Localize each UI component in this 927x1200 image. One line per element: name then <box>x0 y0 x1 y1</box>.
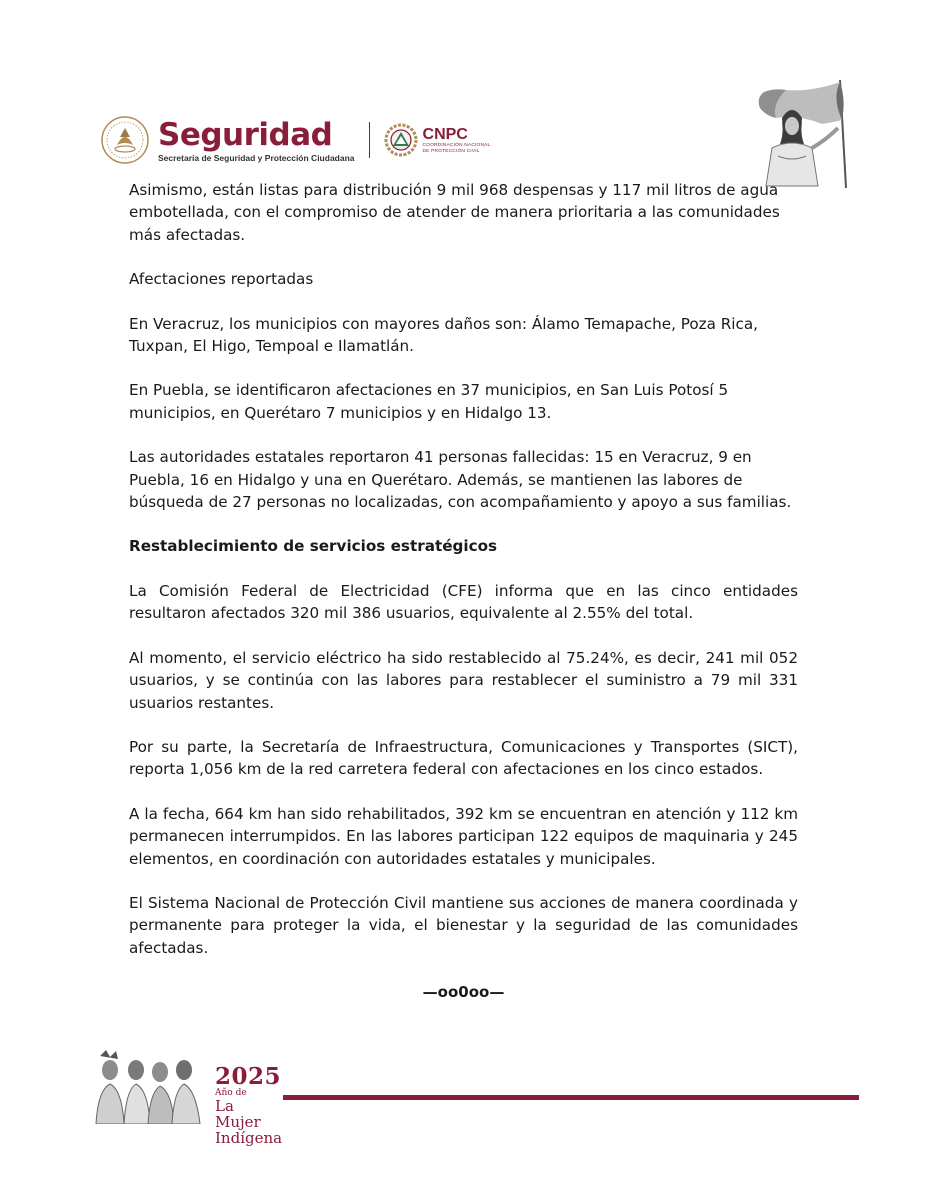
brand-block <box>158 118 355 163</box>
paragraph-civil-protection: El Sistema Nacional de Protección Civil mantiene sus acciones de manera coordinada y permanente para proteger la vida, el bienestar y la seguridad de las comunidades afectadas. <box>129 893 798 957</box>
year-number: 2025 <box>215 1063 282 1090</box>
brand-subtitle: Secretaría de Seguridad y Protección Ciudadana <box>158 152 355 163</box>
closing-mark: —oo0oo— <box>422 983 505 1001</box>
footer-rule <box>283 1095 859 1100</box>
document-body <box>129 179 798 981</box>
paragraph-veracruz: En Veracruz, los municipios con mayores daños son: Álamo Temapache, Poza Rica, Tuxpan, El Higo, Tempoal e Ilamatlán. <box>129 314 758 356</box>
section-label-affectations: Afectaciones reportadas <box>129 270 314 289</box>
paragraph-fatalities: Las autoridades estatales reportaron 41 personas fallecidas: 15 en Veracruz, 9 en Puebla, 16 en Hidalgo y una en Querétaro. Además, se mantienen las labores de búsqueda de 27 personas no localizadas, con acompañamiento y apoyo a sus familias. <box>129 448 792 512</box>
document-header <box>100 112 490 168</box>
national-seal-icon <box>100 115 150 165</box>
cnpc-logo-icon <box>384 123 418 157</box>
year-title-line2: Indígena <box>215 1129 283 1147</box>
paragraph-supplies: Asimismo, están listas para distribución 9 mil 968 despensas y 117 mil litros de agua embotellada, con el compromiso de atender de manera prioritaria a las comunidades más afectadas. <box>129 181 780 244</box>
flag-woman-illustration <box>742 78 854 190</box>
cnpc-block <box>423 126 491 155</box>
indigenous-women-illustration <box>90 1048 210 1124</box>
cnpc-subtitle-line1: COORDINACIÓN NACIONAL <box>422 142 491 148</box>
paragraph-puebla: En Puebla, se identificaron afectaciones en 37 municipios, en San Luis Potosí 5 municipios, en Querétaro 7 municipios y en Hidalgo 13. <box>129 381 729 422</box>
cnpc-name: CNPC <box>422 125 468 143</box>
cnpc-subtitle-line2: DE PROTECCIÓN CIVIL <box>422 148 480 154</box>
year-title-line1: La Mujer <box>215 1097 261 1131</box>
year-caption: Año de <box>215 1088 247 1098</box>
paragraph-cfe: La Comisión Federal de Electricidad (CFE) informa que en las cinco entidades resultaron afectados 320 mil 386 usuarios, equivalente al 2.55% del total. <box>129 581 798 623</box>
section-heading-services: Restablecimiento de servicios estratégicos <box>129 537 498 556</box>
paragraph-electric-service: Al momento, el servicio eléctrico ha sido restablecido al 75.24%, es decir, 241 mil 052 usuarios, y se continúa con las labores para restablecer el suministro a 79 mil 331 usuarios restantes. <box>129 648 798 712</box>
paragraph-sict: Por su parte, la Secretaría de Infraestructura, Comunicaciones y Transportes (SICT), reporta 1,056 km de la red carretera federal con afectaciones en los cinco estados. <box>129 737 798 779</box>
header-divider <box>369 122 370 158</box>
year-badge <box>215 1063 283 1147</box>
brand-name: Seguridad <box>158 116 333 153</box>
paragraph-roads: A la fecha, 664 km han sido rehabilitados, 392 km se encuentran en atención y 112 km permanecen interrumpidos. En las labores participan 122 equipos de maquinaria y 245 elementos, en coordinación con autoridades estatales y municipales. <box>129 804 798 868</box>
